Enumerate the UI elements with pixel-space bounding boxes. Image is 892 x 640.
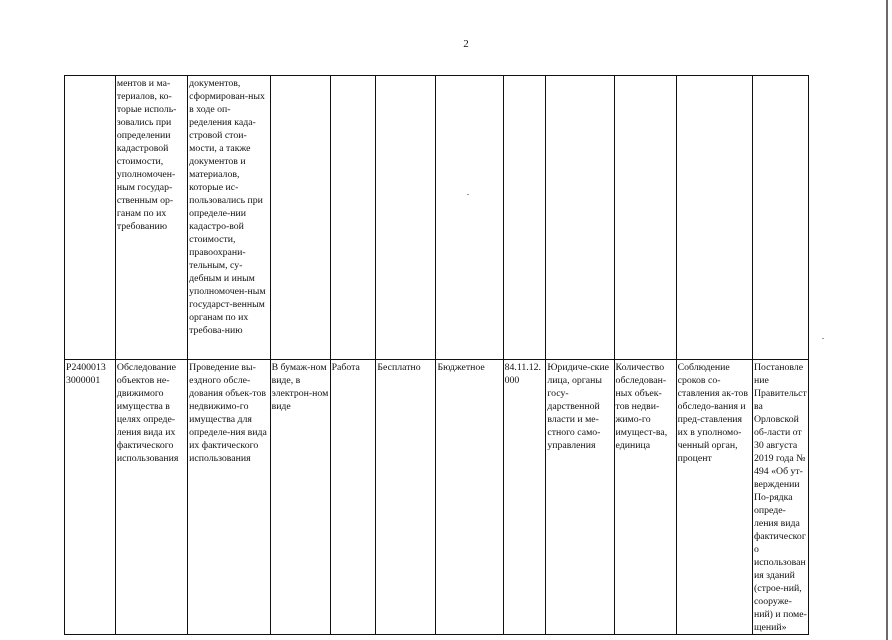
cell-institution-type: Бюджетное	[436, 360, 503, 635]
cell-form: В бумаж-ном виде, в электрон-ном виде	[270, 360, 330, 635]
cell-type: Работа	[330, 360, 376, 635]
cell-volume-indicator: Количество обследован-ных объек-тов недви-жимо-го имущест-ва, единица	[614, 360, 676, 635]
page-number: 2	[463, 38, 469, 50]
cell-payment: Бесплатно	[376, 360, 436, 635]
cell-volume-indicator	[614, 76, 676, 360]
table-row-service	[65, 360, 809, 635]
cell-form	[270, 76, 330, 360]
cell-consumers	[546, 76, 614, 360]
cell-okved: 84.11.12. 000	[503, 360, 546, 635]
cell-quality-indicator	[676, 76, 752, 360]
cell-consumers: Юридиче-ские лица, органы госу-дарственной власти и ме-стного само-управления	[546, 360, 614, 635]
scan-speck	[467, 194, 469, 195]
cell-okved	[503, 76, 546, 360]
cell-legal-basis	[752, 76, 808, 360]
cell-code: P2400013 3000001	[65, 360, 116, 635]
scan-speck	[822, 338, 824, 339]
scan-edge-shadow	[886, 0, 888, 640]
cell-type	[330, 76, 376, 360]
table-row-continued	[65, 76, 809, 360]
cell-institution-type	[436, 76, 503, 360]
cell-code	[65, 76, 116, 360]
cell-content: Проведение вы-ездного обсле-дования объек-тов недвижимо-го имущества для определе-ния вида их фактического использования	[188, 360, 270, 635]
cell-quality-indicator: Соблюдение сроков со-ставления ак-тов обследо-вания и пред-ставления их в уполномо-ченный орган, процент	[676, 360, 752, 635]
cell-name: Обследование объектов не-движимого имущества в целях опреде-ления вида их фактического использования	[115, 360, 187, 635]
services-register-table	[64, 75, 809, 635]
cell-payment	[376, 76, 436, 360]
cell-content: документов, сформирован-ных в ходе оп-ределения када-стровой стои-мости, а также документов и материалов, которые ис-пользовались при определе-нии кадастро-вой стоимости, правоохрани-тельным, су-дебным и иным уполномочен-ным государст-венным органам по их требова-нию	[188, 76, 270, 360]
cell-name: ментов и ма-териалов, ко-торые исполь-зовались при определении кадастровой стоимости, уполномочен-ным государ-ственным ор-ганам по их требованию	[115, 76, 187, 360]
cell-legal-basis: Постановление Правительства Орловской об-ласти от 30 августа 2019 года № 494 «Об ут-верждении По-рядка опреде-ления вида фактического использования зданий (строе-ний, сооруже-ний) и поме-щений»	[752, 360, 808, 635]
